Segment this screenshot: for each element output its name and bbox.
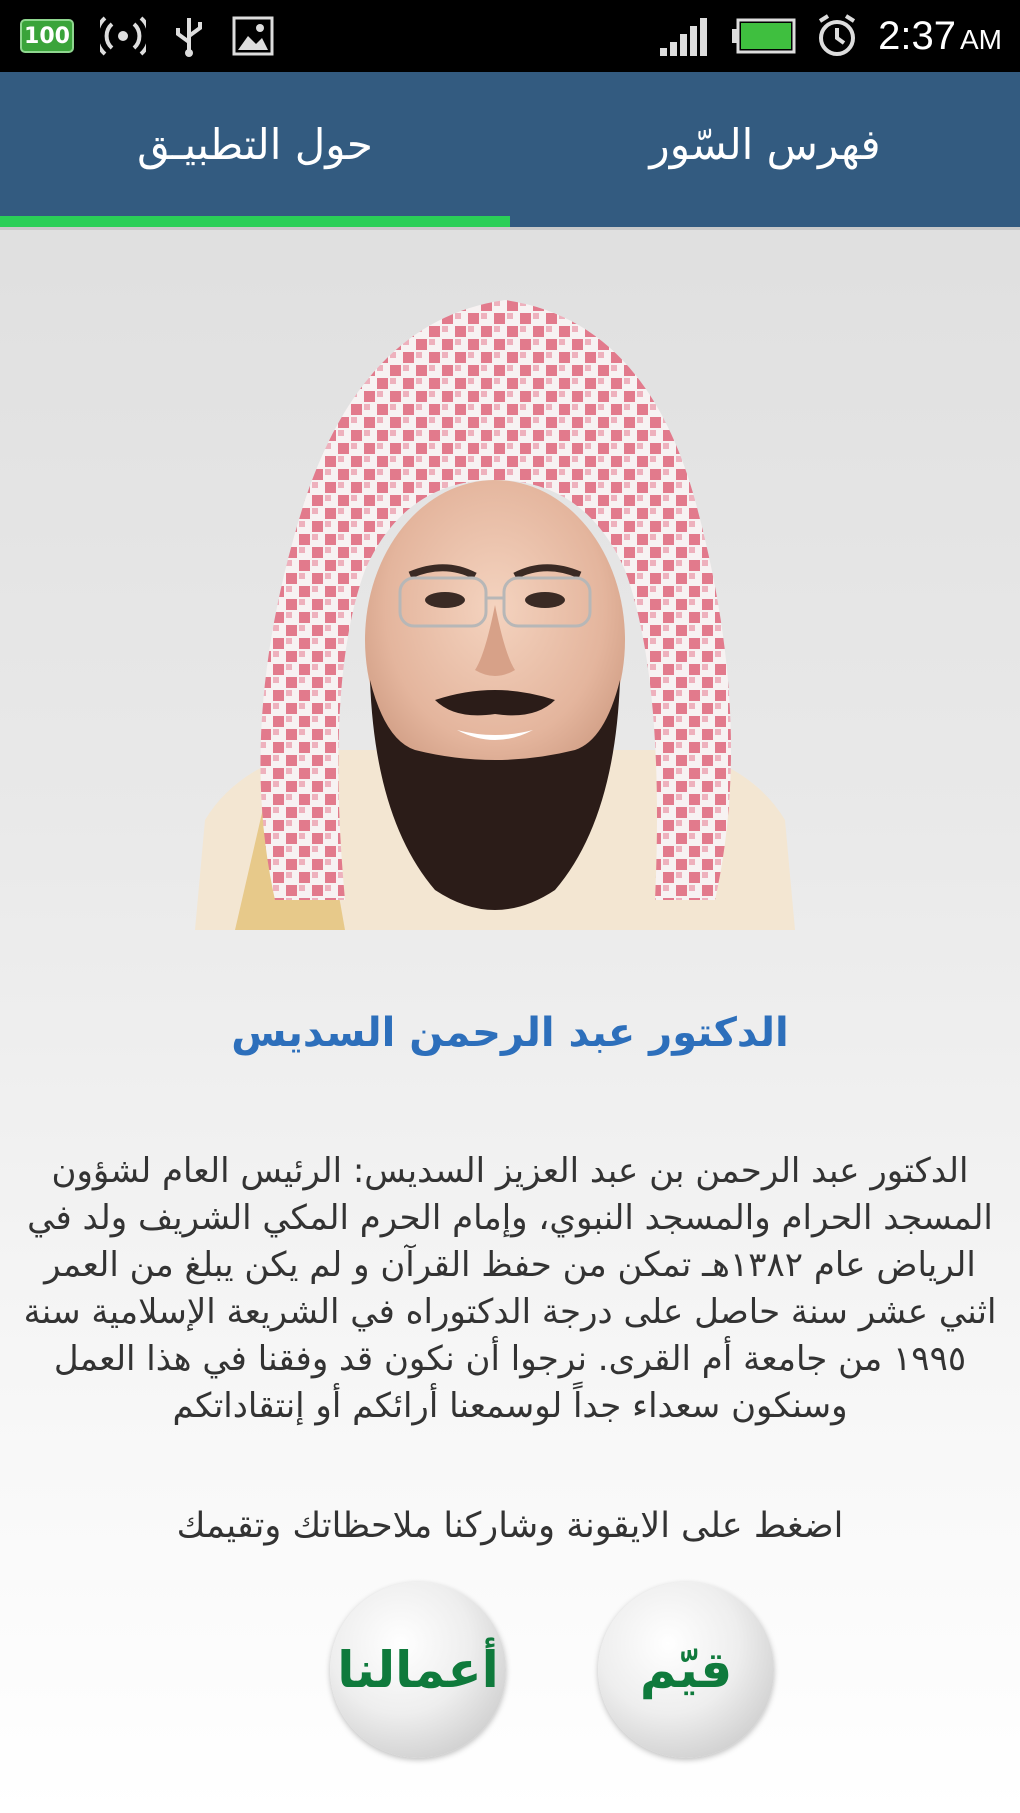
- clock-ampm: AM: [960, 23, 1002, 55]
- wireless-icon: [100, 16, 146, 56]
- signal-icon: [658, 14, 714, 58]
- clock-time: 2:37: [878, 13, 956, 58]
- alarm-icon: [814, 13, 860, 59]
- our-works-button[interactable]: [330, 1582, 506, 1758]
- tab-about[interactable]: [0, 72, 510, 230]
- biography-text: الدكتور عبد الرحمن بن عبد العزيز السديس: الرئيس العام لشؤون المسجد الحرام والمسجد النبوي، وإمام الحرم المكي الشريف ولد في الرياض عام ١٣٨٢هـ تمكن من حفظ القرآن و لم يكن يبلغ من العمر اثني عشر سنة حاصل على درجة الدكتوراه في الشريعة الإسلامية سنة ١٩٩٥ من جامعة أم القرى. نرجوا أن نكون قد وفقنا في هذا العمل وسنكون سعداء جداً لوسمعنا أرائكم أو إنتقاداتكم: [23, 1151, 997, 1426]
- sheikh-portrait: [195, 300, 795, 930]
- tab-divider: [0, 227, 1020, 230]
- battery-level: 100: [24, 23, 70, 49]
- status-time: [878, 14, 1002, 59]
- call-to-action-text: اضغط على الايقونة وشاركنا ملاحظاتك وتقيمك: [176, 1506, 844, 1546]
- rate-app-button[interactable]: [598, 1582, 774, 1758]
- battery-icon: [20, 19, 74, 53]
- sheikh-name: الدكتور عبد الرحمن السديس: [231, 1010, 789, 1056]
- usb-icon: [172, 14, 206, 58]
- rate-app-label: قيّم: [639, 1641, 733, 1699]
- tab-about-label: حول التطبيـق: [137, 119, 373, 169]
- status-bar: [0, 0, 1020, 72]
- tab-surah-index-label: فهرس السّور: [649, 119, 881, 169]
- image-icon: [232, 16, 274, 56]
- our-works-label: أعمالنا: [337, 1641, 499, 1699]
- battery-full-icon: [732, 18, 796, 54]
- tab-surah-index[interactable]: [510, 72, 1020, 230]
- tab-bar: [0, 72, 1020, 230]
